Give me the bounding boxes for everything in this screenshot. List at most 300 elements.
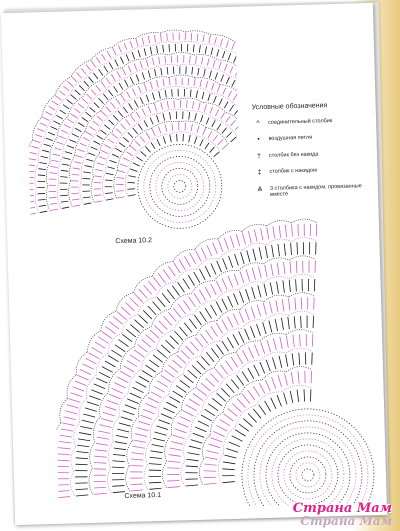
stitch-mark <box>114 448 126 450</box>
stitch-mark <box>298 371 299 383</box>
chain-arc <box>241 320 265 329</box>
stitch-mark <box>197 34 198 41</box>
stitch-mark <box>229 256 233 268</box>
chain-arc <box>46 162 51 186</box>
chain-arc <box>25 190 28 215</box>
cluster-icon: Ѧ <box>257 185 263 193</box>
stitch-mark <box>61 130 68 134</box>
stitch-mark <box>186 100 187 107</box>
stitch-mark <box>180 380 190 388</box>
stitch-mark <box>82 98 88 103</box>
stitch-mark <box>309 242 310 254</box>
stitch-mark <box>233 334 239 345</box>
stitch-mark <box>235 125 241 130</box>
stitch-mark <box>200 115 203 122</box>
stitch-mark <box>68 81 73 86</box>
stitch-mark <box>186 459 198 461</box>
stitch-mark <box>117 311 126 319</box>
stitch-mark <box>131 484 143 485</box>
stitch-mark <box>113 115 118 121</box>
stitch-mark <box>233 56 236 63</box>
stitch-mark <box>104 144 111 148</box>
stitch-mark <box>200 80 202 87</box>
stitch-mark <box>188 78 189 85</box>
stitch-mark <box>277 281 279 293</box>
stitch-mark <box>163 79 164 86</box>
chain-arc <box>145 440 152 465</box>
stitch-mark <box>182 111 183 118</box>
stitch-mark <box>121 307 130 316</box>
stitch-mark <box>224 455 236 458</box>
stitch-mark <box>91 147 98 150</box>
stitch-mark <box>130 298 139 307</box>
stitch-mark <box>126 151 132 155</box>
stitch-mark <box>119 83 123 90</box>
stitch-mark <box>197 126 200 133</box>
stitch-mark <box>235 69 239 76</box>
stitch-mark <box>228 91 232 98</box>
stitch-mark <box>206 81 208 88</box>
stitch-mark <box>245 329 250 340</box>
legend-row-cluster <box>254 183 372 199</box>
stitch-mark <box>196 90 198 97</box>
chain-arc <box>262 371 287 380</box>
stitch-mark <box>80 143 87 146</box>
stitch-mark <box>131 465 143 466</box>
stitch-mark <box>189 135 191 142</box>
stitch-mark <box>228 408 237 416</box>
stitch-mark <box>76 451 88 453</box>
stitch-mark <box>53 154 60 156</box>
stitch-mark <box>35 134 42 137</box>
stitch-mark <box>267 227 269 239</box>
stitch-mark <box>134 100 137 107</box>
stitch-mark <box>310 389 311 401</box>
stitch-mark <box>251 307 255 319</box>
stitch-mark <box>49 197 56 198</box>
stitch-mark <box>83 364 94 370</box>
chain-arc <box>100 311 116 331</box>
chain-arc <box>93 417 101 443</box>
stitch-mark <box>89 395 101 400</box>
stitch-mark <box>172 123 173 130</box>
stitch-mark <box>213 135 218 141</box>
stitch-mark <box>115 59 118 66</box>
stitch-mark <box>169 454 181 456</box>
stitch-mark <box>248 347 253 358</box>
stitch-mark <box>91 61 95 67</box>
center-ring <box>155 162 204 211</box>
stitch-mark <box>64 416 76 419</box>
stitch-mark <box>198 103 200 110</box>
stitch-mark <box>136 112 140 119</box>
stitch-mark <box>114 86 118 92</box>
watermark-line-2: Страна Мам <box>300 514 392 528</box>
chain-arc <box>194 54 218 61</box>
stitch-mark <box>231 379 239 389</box>
chain-arc <box>76 352 88 375</box>
stitch-mark <box>245 309 249 321</box>
chain-arc <box>68 78 86 96</box>
stitch-mark <box>205 287 211 298</box>
stitch-mark <box>221 75 224 82</box>
chain-arc <box>264 295 289 302</box>
stitch-mark <box>226 360 233 370</box>
stitch-mark <box>89 126 95 130</box>
stitch-mark <box>61 170 68 171</box>
stitch-mark <box>106 107 111 113</box>
stitch-mark <box>205 330 212 340</box>
stitch-mark <box>59 136 66 139</box>
stitch-mark <box>122 68 125 75</box>
stitch-mark <box>166 402 177 408</box>
stitch-mark <box>168 461 180 463</box>
stitch-mark <box>152 444 164 447</box>
chain-arc <box>266 220 291 226</box>
stitch-mark <box>222 144 228 149</box>
stitch-mark <box>205 457 217 460</box>
stitch-mark <box>213 96 216 103</box>
stitch-mark <box>211 284 217 295</box>
chain-arc <box>67 97 83 116</box>
stitch-mark <box>139 315 148 324</box>
stitch-mark <box>117 429 129 433</box>
stitch-mark <box>222 278 227 289</box>
stitch-mark <box>46 138 53 141</box>
stitch-mark <box>88 153 95 156</box>
stitch-mark <box>150 330 159 339</box>
stitch-mark <box>81 68 86 74</box>
stitch-mark <box>210 107 213 114</box>
stitch-mark <box>237 375 244 385</box>
stitch-mark <box>148 106 151 113</box>
stitch-mark <box>60 435 72 438</box>
stitch-mark <box>135 319 144 328</box>
stitch-mark <box>217 393 226 402</box>
chain-arc <box>218 454 225 483</box>
stitch-mark <box>248 368 254 379</box>
stitch-mark <box>230 236 234 248</box>
stitch-mark <box>218 240 222 252</box>
stitch-mark <box>137 427 149 431</box>
stitch-mark <box>72 134 79 138</box>
stitch-mark <box>195 113 197 120</box>
stitch-mark <box>198 421 209 427</box>
stitch-mark <box>185 123 186 130</box>
stitch-mark <box>189 56 190 63</box>
stitch-mark <box>222 128 227 134</box>
stitch-mark <box>116 98 120 104</box>
stitch-mark <box>134 440 146 443</box>
stitch-mark <box>72 77 77 83</box>
stitch-mark <box>237 353 243 364</box>
stitch-mark <box>275 319 278 331</box>
stitch-mark <box>159 419 170 424</box>
stitch-mark <box>134 293 142 302</box>
stitch-mark <box>222 88 226 95</box>
stitch-mark <box>242 371 249 382</box>
stitch-mark <box>314 279 315 291</box>
stitch-mark <box>258 285 261 297</box>
stitch-mark <box>263 303 266 315</box>
stitch-mark <box>192 101 194 108</box>
stitch-mark <box>191 124 193 131</box>
chain-arc <box>161 352 178 372</box>
stitch-mark <box>286 336 288 348</box>
stitch-mark <box>168 266 175 277</box>
stitch-mark <box>226 77 229 84</box>
stitch-mark <box>97 163 104 165</box>
stitch-mark <box>141 415 153 420</box>
stitch-mark <box>127 360 137 367</box>
stitch-mark <box>144 84 146 91</box>
stitch-mark <box>187 44 188 51</box>
stitch-mark <box>30 152 37 154</box>
stitch-mark <box>157 80 159 87</box>
stitch-mark <box>96 443 108 445</box>
stitch-mark <box>253 386 259 397</box>
stitch-mark <box>242 394 250 404</box>
legend-row-double-crochet <box>253 166 371 178</box>
stitch-mark <box>128 66 131 73</box>
legend-label: столбик с накидом <box>269 167 317 176</box>
stitch-mark <box>130 77 133 84</box>
stitch-mark <box>193 393 203 401</box>
stitch-mark <box>266 360 270 372</box>
stitch-mark <box>60 110 66 114</box>
stitch-mark <box>162 293 170 303</box>
stitch-mark <box>152 58 154 65</box>
stitch-mark <box>240 72 241 79</box>
stitch-mark <box>211 48 213 55</box>
stitch-mark <box>65 151 72 154</box>
stitch-mark <box>111 74 115 81</box>
chain-arc <box>193 301 216 315</box>
stitch-mark <box>112 154 119 158</box>
stitch-mark <box>50 203 57 204</box>
stitch-mark <box>278 244 280 256</box>
stitch-mark <box>285 373 288 385</box>
stitch-mark <box>239 58 241 65</box>
stitch-mark <box>148 281 156 291</box>
stitch-mark <box>260 362 265 374</box>
stitch-mark <box>186 346 194 355</box>
stitch-mark <box>211 305 217 316</box>
stitch-mark <box>267 340 271 352</box>
stitch-mark <box>131 115 135 121</box>
stitch-mark <box>263 322 266 334</box>
stitch-mark <box>232 43 235 50</box>
stitch-mark <box>271 398 276 409</box>
stitch-mark <box>116 128 122 133</box>
stitch-mark <box>152 93 154 100</box>
stitch-mark <box>194 272 200 283</box>
stitch-mark <box>259 404 266 414</box>
stitch-mark <box>222 475 234 476</box>
stitch-mark <box>213 431 224 437</box>
stitch-mark <box>142 339 152 347</box>
stitch-mark <box>184 89 185 96</box>
stitch-mark <box>103 412 115 416</box>
stitch-mark <box>116 191 123 192</box>
stitch-mark <box>211 437 222 442</box>
stitch-mark <box>105 326 115 334</box>
stitch-mark <box>167 33 168 40</box>
stitch-mark <box>223 258 227 270</box>
chain-arc <box>289 292 314 297</box>
chain-arc <box>195 77 220 85</box>
chain-arc <box>90 47 112 60</box>
stitch-mark <box>277 263 279 275</box>
stitch-mark <box>75 128 82 132</box>
stitch-mark <box>136 39 138 46</box>
chain-arc <box>173 314 194 330</box>
stitch-mark <box>190 253 196 264</box>
stitch-mark <box>136 75 139 82</box>
stitch-mark <box>211 348 218 358</box>
stitch-mark <box>71 180 78 181</box>
stitch-mark <box>125 302 134 311</box>
stitch-mark <box>281 318 283 330</box>
stitch-mark <box>155 69 157 76</box>
chain-arc <box>49 138 57 162</box>
stitch-mark <box>170 448 182 451</box>
stitch-mark <box>157 350 166 358</box>
stitch-mark <box>108 139 114 143</box>
stitch-mark <box>154 386 165 393</box>
stitch-mark <box>115 148 121 152</box>
stitch-mark <box>216 302 222 313</box>
stitch-mark <box>101 150 108 153</box>
chain-arc <box>86 131 99 154</box>
stitch-mark <box>58 447 70 449</box>
stitch-mark <box>26 177 33 178</box>
stitch-mark <box>201 415 212 422</box>
stitch-mark <box>78 122 84 126</box>
chain-arc <box>170 294 192 309</box>
stitch-mark <box>29 158 36 160</box>
stitch-mark <box>71 113 77 117</box>
stitch-mark <box>113 454 125 456</box>
stitch-mark <box>91 389 102 394</box>
stitch-mark <box>183 278 190 289</box>
stitch-mark <box>89 77 94 83</box>
stitch-mark <box>62 164 69 166</box>
stitch-mark <box>259 383 265 394</box>
chain-arc <box>81 154 88 179</box>
stitch-mark <box>226 383 234 393</box>
stitch-mark <box>65 410 77 414</box>
chain-arc <box>54 96 69 117</box>
chain-arc <box>178 64 204 69</box>
stitch-mark <box>96 57 100 64</box>
stitch-mark <box>250 326 254 338</box>
stitch-mark <box>163 113 165 120</box>
stitch-mark <box>79 85 84 91</box>
stitch-mark <box>113 316 123 324</box>
stitch-mark <box>123 365 134 372</box>
stitch-mark <box>87 94 92 100</box>
stitch-mark <box>207 245 212 256</box>
stitch-mark <box>115 441 127 444</box>
center-ring <box>252 419 363 511</box>
chain-arc <box>291 219 316 224</box>
stitch-mark <box>290 261 291 273</box>
stitch-mark <box>67 119 73 123</box>
stitch-mark <box>94 182 101 183</box>
stitch-mark <box>105 361 116 368</box>
stitch-mark <box>209 71 211 78</box>
stitch-mark <box>188 370 197 379</box>
stitch-mark <box>167 101 168 108</box>
stitch-mark <box>33 140 40 143</box>
stitch-mark <box>304 224 305 236</box>
stitch-mark <box>139 289 147 299</box>
stitch-mark <box>201 247 206 258</box>
chain-arc <box>70 471 75 496</box>
stitch-mark <box>207 450 219 454</box>
stitch-mark <box>183 410 194 416</box>
stitch-mark <box>117 197 124 198</box>
stitch-mark <box>107 400 118 405</box>
stitch-mark <box>151 451 163 454</box>
stitch-mark <box>307 316 308 328</box>
stitch-mark <box>109 120 114 125</box>
stitch-mark <box>130 41 132 48</box>
stitch-mark <box>195 337 203 347</box>
chain-arc <box>160 109 188 113</box>
stitch-mark <box>161 102 163 109</box>
chain-arc <box>56 116 68 138</box>
stitch-mark <box>234 274 238 286</box>
stitch-mark <box>39 205 46 206</box>
stitch-mark <box>167 289 174 299</box>
stitch-mark <box>40 123 47 126</box>
chain-arc <box>173 249 196 261</box>
stitch-mark <box>94 195 101 196</box>
stitch-mark <box>133 163 140 167</box>
legend-title: Условные обозначения <box>251 102 328 112</box>
stitch-mark <box>138 344 148 352</box>
stitch-mark <box>153 277 161 287</box>
stitch-mark <box>222 341 229 352</box>
stitch-mark <box>58 454 70 456</box>
stitch-mark <box>112 388 123 394</box>
stitch-mark <box>38 168 45 169</box>
stitch-mark <box>124 43 127 50</box>
stitch-mark <box>194 79 195 86</box>
chain-arc <box>218 230 242 239</box>
stitch-mark <box>145 403 156 409</box>
stitch-mark <box>206 378 215 387</box>
stitch-mark <box>226 116 231 122</box>
stitch-mark <box>96 378 107 384</box>
chain-arc <box>89 468 94 494</box>
stitch-mark <box>127 91 131 98</box>
stitch-mark <box>269 320 272 332</box>
legend-row-single-crochet <box>253 150 371 162</box>
stitch-mark <box>174 100 175 107</box>
stitch-mark <box>224 414 234 422</box>
chain-arc <box>101 68 123 81</box>
stitch-mark <box>118 170 125 172</box>
stitch-mark <box>42 150 49 152</box>
chain-arc <box>121 314 138 333</box>
stitch-mark <box>293 335 294 347</box>
stitch-mark <box>159 321 168 330</box>
stitch-mark <box>144 120 148 127</box>
stitch-mark <box>83 197 90 198</box>
